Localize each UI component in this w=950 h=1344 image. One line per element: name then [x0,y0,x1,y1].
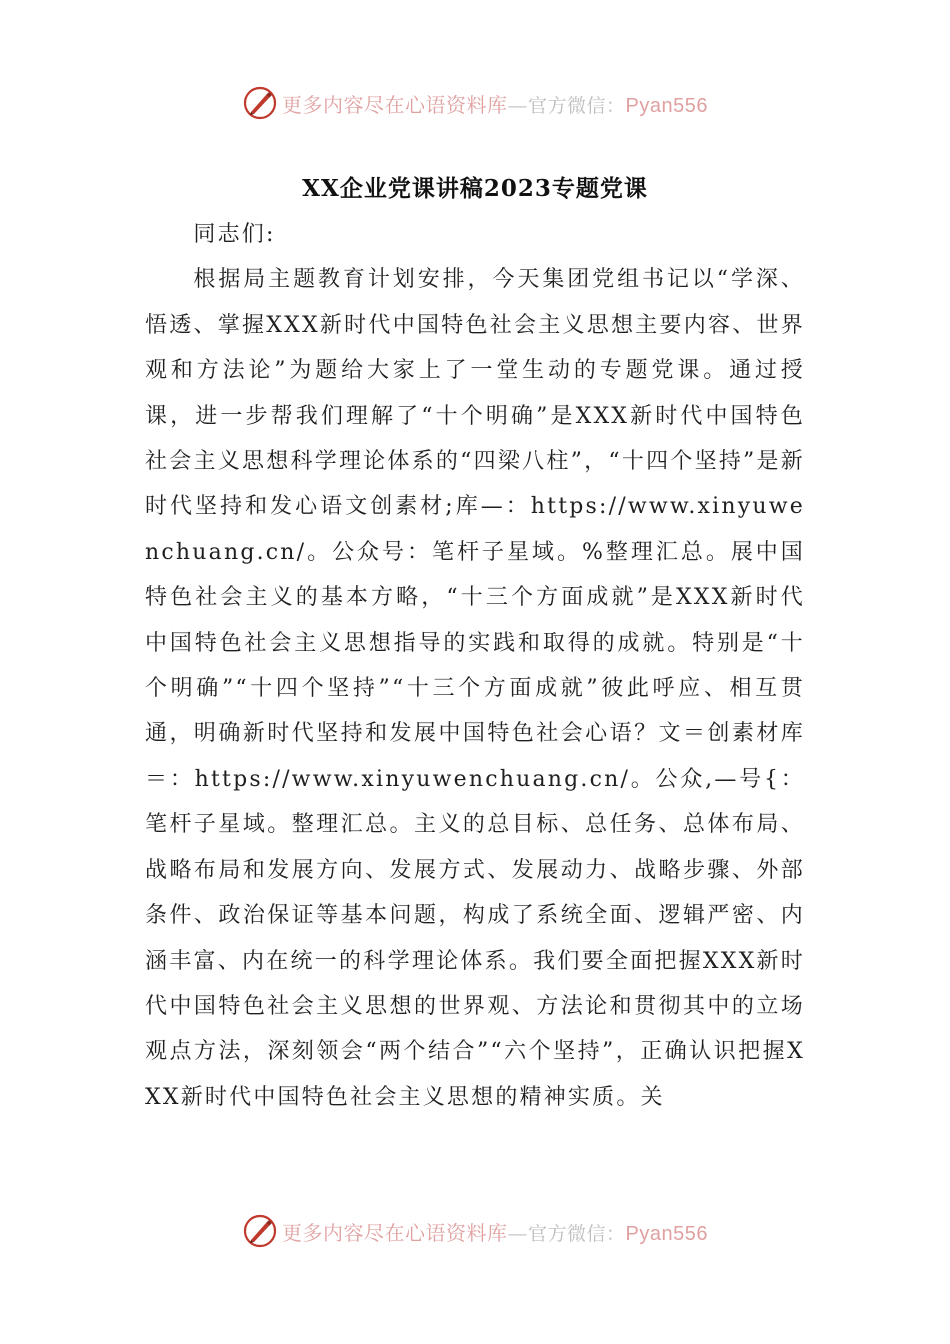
pen-logo-icon [242,1213,278,1249]
header-watermark-banner [0,80,950,126]
watermark-wechat-label: 官方微信： [528,1222,626,1245]
watermark-site-name: 更多内容尽在心语资料库 [282,92,508,117]
footer-watermark-banner [0,1208,950,1254]
watermark-text [282,89,708,118]
pen-logo-icon [242,85,278,121]
watermark-wechat-id: Pyan556 [625,1222,708,1245]
document-body [145,212,805,1120]
watermark-wechat-id: Pyan556 [625,94,708,117]
watermark-site-name: 更多内容尽在心语资料库 [282,1220,508,1245]
watermark-wechat-label: 官方微信： [528,94,626,117]
watermark-dash: — [507,92,528,117]
watermark-text [282,1217,708,1246]
document-title: XX企业党课讲稿2023专题党课 [302,175,648,202]
watermark-dash: — [507,1220,528,1245]
salutation: 同志们: [193,222,276,247]
body-paragraph: 根据局主题教育计划安排，今天集团党组书记以“学深、悟透、掌握XXX新时代中国特色社会主义思想主要内容、世界观和方法论”为题给大家上了一堂生动的专题党课。通过授课，进一步帮我们理解了“十个明确”是XXX新时代中国特色社会主义思想科学理论体系的“四梁八柱”，“十四个坚持”是新时代坚持和发心语文创素材;库—：https://www.xinyuwenchuang.cn/。公众号：笔杆子星域。%整理汇总。展中国特色社会主义的基本方略，“十三个方面成就”是XXX新时代中国特色社会主义思想指导的实践和取得的成就。特别是“十个明确”“十四个坚持”“十三个方面成就”彼此呼应、相互贯通，明确新时代坚持和发展中国特色社会心语？文＝创素材库＝：https://www.xinyuwenchuang.cn/。公众,—号{：笔杆子星域。整理汇总。主义的总目标、总任务、总体布局、战略布局和发展方向、发展方式、发展动力、战略步骤、外部条件、政治保证等基本问题，构成了系统全面、逻辑严密、内涵丰富、内在统一的科学理论体系。我们要全面把握XXX新时代中国特色社会主义思想的世界观、方法论和贯彻其中的立场观点方法，深刻领会“两个结合”“六个坚持”，正确认识把握XXX新时代中国特色社会主义思想的精神实质。关 [145,267,805,1110]
